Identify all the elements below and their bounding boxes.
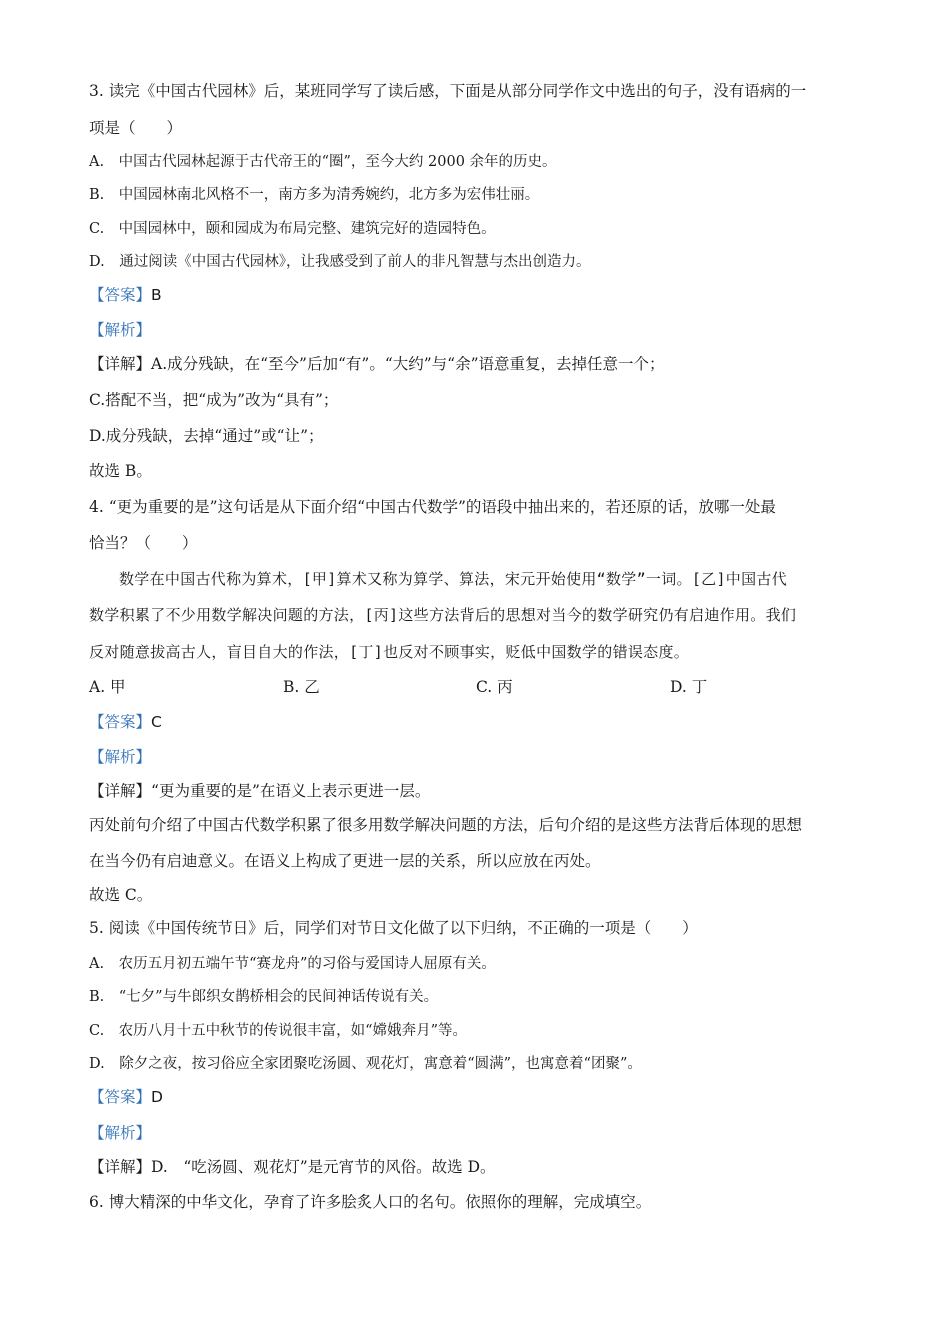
- detail-tag: 【详解】: [89, 355, 152, 373]
- q4-detail-line3: 在当今仍有启迪意义。在语义上构成了更进一层的关系，所以应放在丙处。: [89, 852, 601, 870]
- q3-option-c: C. 中国园林中，颐和园成为布局完整、建筑完好的造园特色。: [89, 221, 496, 237]
- q4-option-a: A. 甲: [89, 678, 126, 696]
- q3-answer: [89, 284, 162, 306]
- q4-stem-line2: 恰当？（ ）: [89, 534, 198, 552]
- q3-detail-line4: 故选 B。: [89, 462, 152, 480]
- q5-option-a: A. 农历五月初五端午节“赛龙舟”的习俗与爱国诗人屈原有关。: [89, 956, 496, 972]
- q6-stem: 6. 博大精深的中华文化，孕育了许多脍炙人口的名句。依照你的理解，完成填空。: [89, 1193, 652, 1211]
- q3-stem-line2: 项是（ ）: [89, 119, 183, 137]
- q5-answer: [89, 1086, 163, 1108]
- detail-text: “更为重要的是”在语义上表示更进一层。: [151, 782, 431, 800]
- answer-value: B: [151, 286, 162, 304]
- q4-detail-line1: [89, 780, 430, 802]
- q4-option-d: D. 丁: [670, 678, 708, 696]
- detail-text: D. “吃汤圆、观花灯”是元宵节的风俗。故选 D。: [151, 1158, 496, 1176]
- detail-tag: 【详解】: [89, 782, 152, 800]
- analysis-tag: 【解析】: [89, 321, 152, 339]
- q4-analysis: [89, 746, 151, 768]
- answer-tag: 【答案】: [89, 286, 152, 304]
- q3-detail-line1: [89, 353, 665, 375]
- q4-passage-line2: 数学积累了不少用数学解决问题的方法，[丙]这些方法背后的思想对当今的数学研究仍有启迪作用。我们: [89, 606, 797, 624]
- q4-detail-line2: 丙处前句介绍了中国古代数学积累了很多用数学解决问题的方法，后句介绍的是这些方法背后体现的思想: [89, 816, 803, 834]
- q3-detail-line3: D.成分残缺，去掉“通过”或“让”；: [89, 427, 324, 445]
- q3-option-d: D. 通过阅读《中国古代园林》，让我感受到了前人的非凡智慧与杰出创造力。: [89, 254, 591, 270]
- detail-tag: 【详解】: [89, 1158, 152, 1176]
- answer-value: C: [151, 713, 162, 731]
- answer-tag: 【答案】: [89, 713, 152, 731]
- q5-stem: 5. 阅读《中国传统节日》后，同学们对节日文化做了以下归纳，不正确的一项是（ ）: [89, 919, 698, 937]
- q4-passage-line3: 反对随意拔高古人，盲目自大的作法，[丁]也反对不顾事实，贬低中国数学的错误态度。: [89, 643, 690, 661]
- q3-stem-line1: 3. 读完《中国古代园林》后，某班同学写了读后感，下面是从部分同学作文中选出的句子，没有语病的一: [89, 82, 807, 100]
- q4-passage-line1: 数学在中国古代称为算术，[甲]算术又称为算学、算法，宋元开始使用“数学”一词。[乙]中国古代: [119, 570, 787, 588]
- detail-text: A.成分残缺，在“至今”后加“有”。“大约”与“余”语意重复，去掉任意一个；: [151, 355, 665, 373]
- analysis-tag: 【解析】: [89, 1124, 152, 1142]
- q5-option-c: C. 农历八月十五中秋节的传说很丰富，如“嫦娥奔月”等。: [89, 1023, 468, 1039]
- q3-option-b: B. 中国园林南北风格不一，南方多为清秀婉约，北方多为宏伟壮丽。: [89, 187, 540, 203]
- analysis-tag: 【解析】: [89, 748, 152, 766]
- q4-option-c: C. 丙: [476, 678, 513, 696]
- q4-detail-line4: 故选 C。: [89, 886, 153, 904]
- q5-option-d: D. 除夕之夜，按习俗应全家团聚吃汤圆、观花灯，寓意着“圆满”，也寓意着“团聚”。: [89, 1056, 642, 1072]
- q3-option-a: A. 中国古代园林起源于古代帝王的“圈”，至今大约 2000 余年的历史。: [89, 154, 557, 170]
- q5-detail: [89, 1156, 496, 1178]
- q5-option-b: B. “七夕”与牛郎织女鹊桥相会的民间神话传说有关。: [89, 989, 439, 1005]
- q4-option-b: B. 乙: [283, 678, 320, 696]
- q3-detail-line2: C.搭配不当，把“成为”改为“具有”；: [89, 391, 339, 409]
- answer-value: D: [151, 1088, 163, 1106]
- q4-answer: [89, 711, 162, 733]
- answer-tag: 【答案】: [89, 1088, 152, 1106]
- q4-stem-line1: 4. “更为重要的是”这句话是从下面介绍“中国古代数学”的语段中抽出来的，若还原的话，放哪一处最: [89, 498, 776, 516]
- q3-analysis: [89, 319, 151, 341]
- q5-analysis: [89, 1122, 151, 1144]
